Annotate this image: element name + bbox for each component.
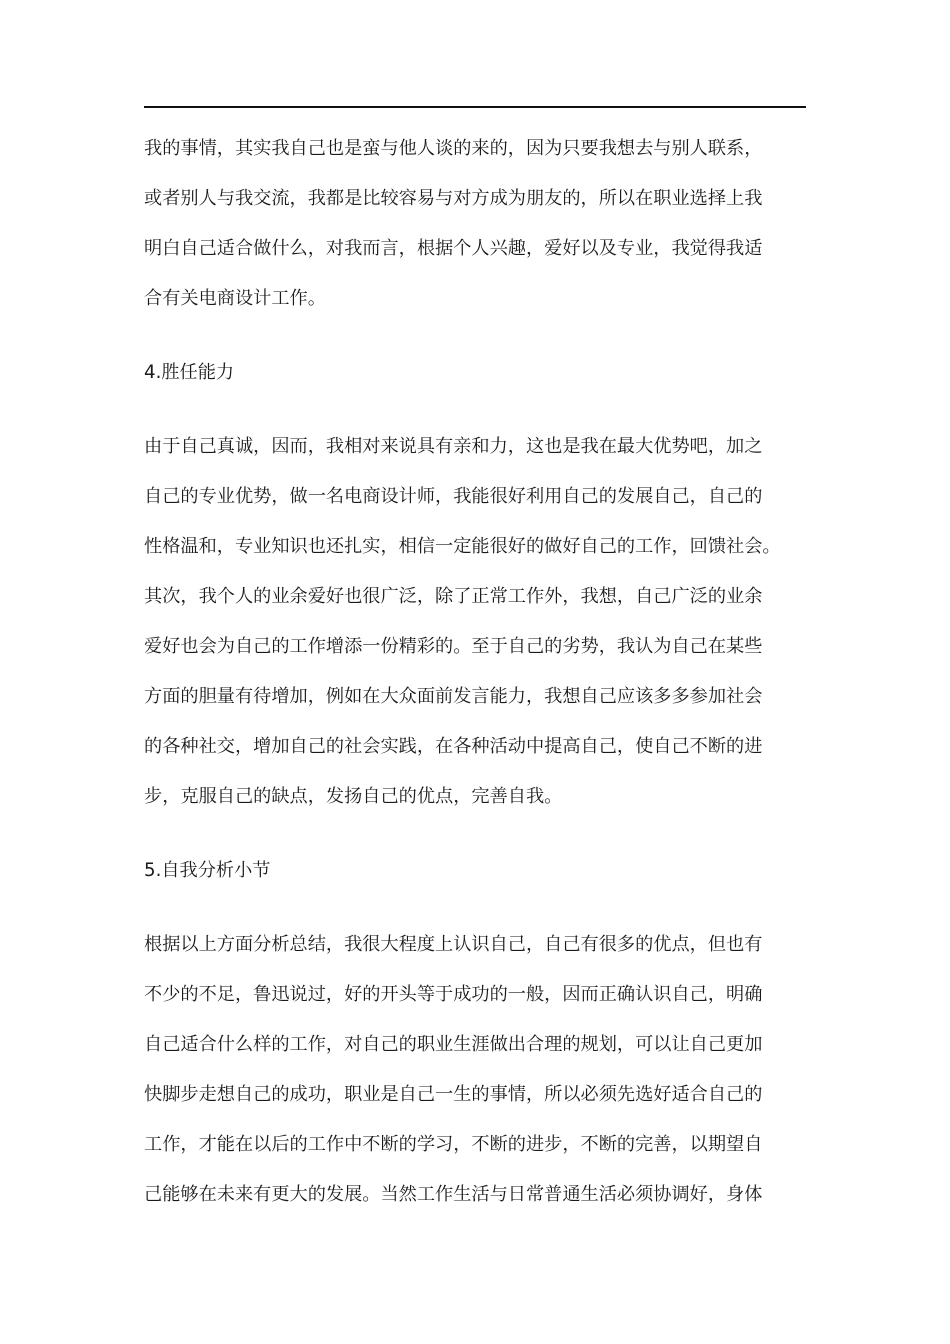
paragraph-interests — [144, 124, 806, 324]
text-line: 工作，才能在以后的工作中不断的学习，不断的进步，不断的完善，以期望自 — [144, 1134, 763, 1155]
text-line: 性格温和，专业知识也还扎实，相信一定能很好的做好自己的工作，回馈社会。 — [144, 536, 781, 557]
text-line: 不少的不足，鲁迅说过，好的开头等于成功的一般，因而正确认识自己，明确 — [144, 984, 763, 1005]
text-line: 我的事情，其实我自己也是蛮与他人谈的来的，因为只要我想去与别人联系， — [144, 138, 763, 159]
text-line: 或者别人与我交流，我都是比较容易与对方成为朋友的，所以在职业选择上我 — [144, 188, 763, 209]
document-body — [144, 124, 806, 1220]
paragraph-self-analysis — [144, 920, 806, 1220]
text-line: 方面的胆量有待增加，例如在大众面前发言能力，我想自己应该多多参加社会 — [144, 686, 763, 707]
text-line: 明白自己适合做什么，对我而言，根据个人兴趣，爱好以及专业，我觉得我适 — [144, 238, 763, 259]
section-heading-competence: 4.胜任能力 — [144, 362, 235, 383]
text-line: 的各种社交，增加自己的社会实践，在各种活动中提高自己，使自己不断的进 — [144, 736, 763, 757]
text-line: 己能够在未来有更大的发展。当然工作生活与日常普通生活必须协调好，身体 — [144, 1184, 763, 1205]
text-line: 快脚步走想自己的成功，职业是自己一生的事情，所以必须先选好适合自己的 — [144, 1084, 763, 1105]
paragraph-competence — [144, 422, 806, 822]
text-line: 其次，我个人的业余爱好也很广泛，除了正常工作外，我想，自己广泛的业余 — [144, 586, 763, 607]
header-rule — [144, 106, 806, 108]
text-line: 由于自己真诚，因而，我相对来说具有亲和力，这也是我在最大优势吧，加之 — [144, 436, 763, 457]
text-line: 爱好也会为自己的工作增添一份精彩的。至于自己的劣势，我认为自己在某些 — [144, 636, 763, 657]
section-heading-self-analysis: 5.自我分析小节 — [144, 860, 271, 881]
text-line: 步，克服自己的缺点，发扬自己的优点，完善自我。 — [144, 786, 563, 807]
text-line: 自己的专业优势，做一名电商设计师，我能很好利用自己的发展自己，自己的 — [144, 486, 763, 507]
text-line: 自己适合什么样的工作，对自己的职业生涯做出合理的规划，可以让自己更加 — [144, 1034, 763, 1055]
text-line: 合有关电商设计工作。 — [144, 288, 326, 309]
text-line: 根据以上方面分析总结，我很大程度上认识自己，自己有很多的优点，但也有 — [144, 934, 763, 955]
